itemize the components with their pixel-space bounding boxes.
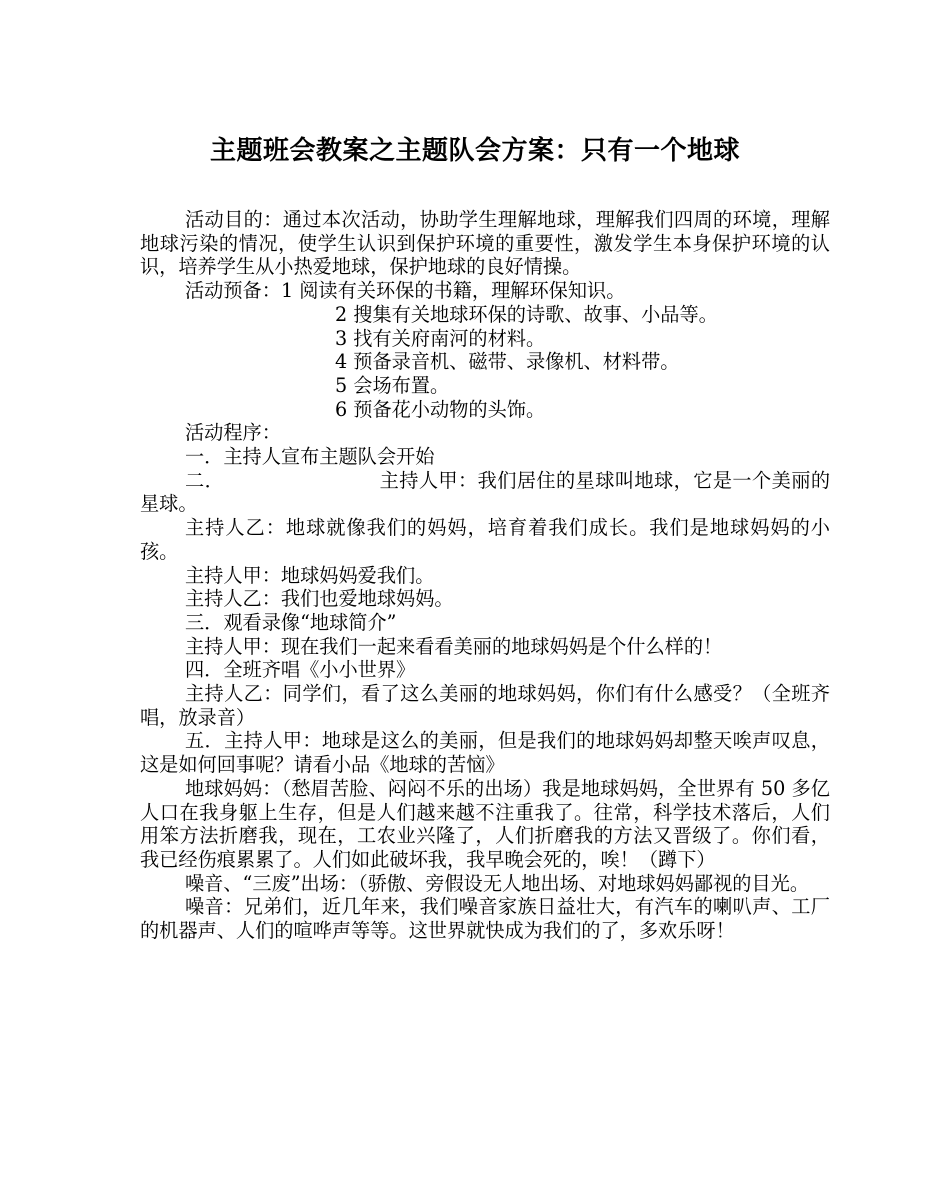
- prep-item: 1 阅读有关环保的书籍，理解环保知识。: [280, 279, 626, 303]
- document-body: [140, 208, 830, 943]
- program-label: 活动程序：: [185, 421, 281, 445]
- host-a-line: 主持人甲：地球妈妈爱我们。: [185, 563, 435, 587]
- earth-mom-line: 地球妈妈：（愁眉苦脸、闷闷不乐的出场）我是地球妈妈，全世界有 50 多亿人口在我身躯上生存，但是人们越来越不注重我了。往常，科学技术落后，人们用笨方法折磨我，现在，工农业兴隆了，人们折磨我的方法又晋级了。你们看，我已经伤痕累累了。人们如此破坏我，我早晚会死的，唉！（蹲下）: [140, 776, 830, 871]
- noise-enter-line: 噪音、“三废”出场：（骄傲、旁假设无人地出场、对地球妈妈鄙视的目光。: [185, 871, 810, 895]
- prep-label: 活动预备：: [185, 279, 281, 303]
- prep-item: 5 会场布置。: [335, 373, 450, 397]
- program-step-3: 三．观看录像“地球简介”: [185, 610, 397, 634]
- activity-goal-paragraph: 活动目的：通过本次活动，协助学生理解地球，理解我们四周的环境，理解地球污染的情况，使学生认识到保护环境的重要性，激发学生本身保护环境的认识，培养学生从小热爱地球，保护地球的良好情操。: [140, 208, 830, 279]
- step-2-number: 二．: [185, 468, 225, 492]
- noise-line: 噪音：兄弟们，近几年来，我们噪音家族日益壮大，有汽车的喇叭声、工厂的机器声、人们的喧哗声等等。这世界就快成为我们的了，多欢乐呀！: [140, 895, 830, 943]
- prep-item: 4 预备录音机、磁带、录像机、材料带。: [335, 350, 680, 374]
- prep-item: 2 搜集有关地球环保的诗歌、故事、小品等。: [335, 302, 718, 326]
- host-b-line: 主持人乙：同学们，看了这么美丽的地球妈妈，你们有什么感受？（全班齐唱，放录音）: [140, 682, 830, 729]
- program-step-5: 五．主持人甲：地球是这么的美丽，但是我们的地球妈妈却整天唉声叹息，这是如何回事呢？请看小品《地球的苦恼》: [140, 729, 830, 777]
- program-step-4: 四．全班齐唱《小小世界》: [185, 658, 416, 682]
- step-2-text: 主持人甲：我们居住的星球叫地球，它是一个美丽的星球。: [140, 468, 831, 516]
- prep-item: 6 预备花小动物的头饰。: [335, 397, 546, 421]
- program-step-2: [140, 469, 830, 516]
- host-b-line: 主持人乙：我们也爱地球妈妈。: [185, 587, 454, 611]
- prep-item: 3 找有关府南河的材料。: [335, 326, 546, 350]
- host-b-line: 主持人乙：地球就像我们的妈妈，培育着我们成长。我们是地球妈妈的小孩。: [140, 516, 830, 563]
- page-title: 主题班会教案之主题队会方案：只有一个地球: [209, 136, 740, 166]
- host-a-line: 主持人甲：现在我们一起来看看美丽的地球妈妈是个什么样的！: [185, 634, 723, 658]
- activity-prep-line: [140, 279, 830, 303]
- program-step-1: 一．主持人宣布主题队会开始: [185, 445, 435, 469]
